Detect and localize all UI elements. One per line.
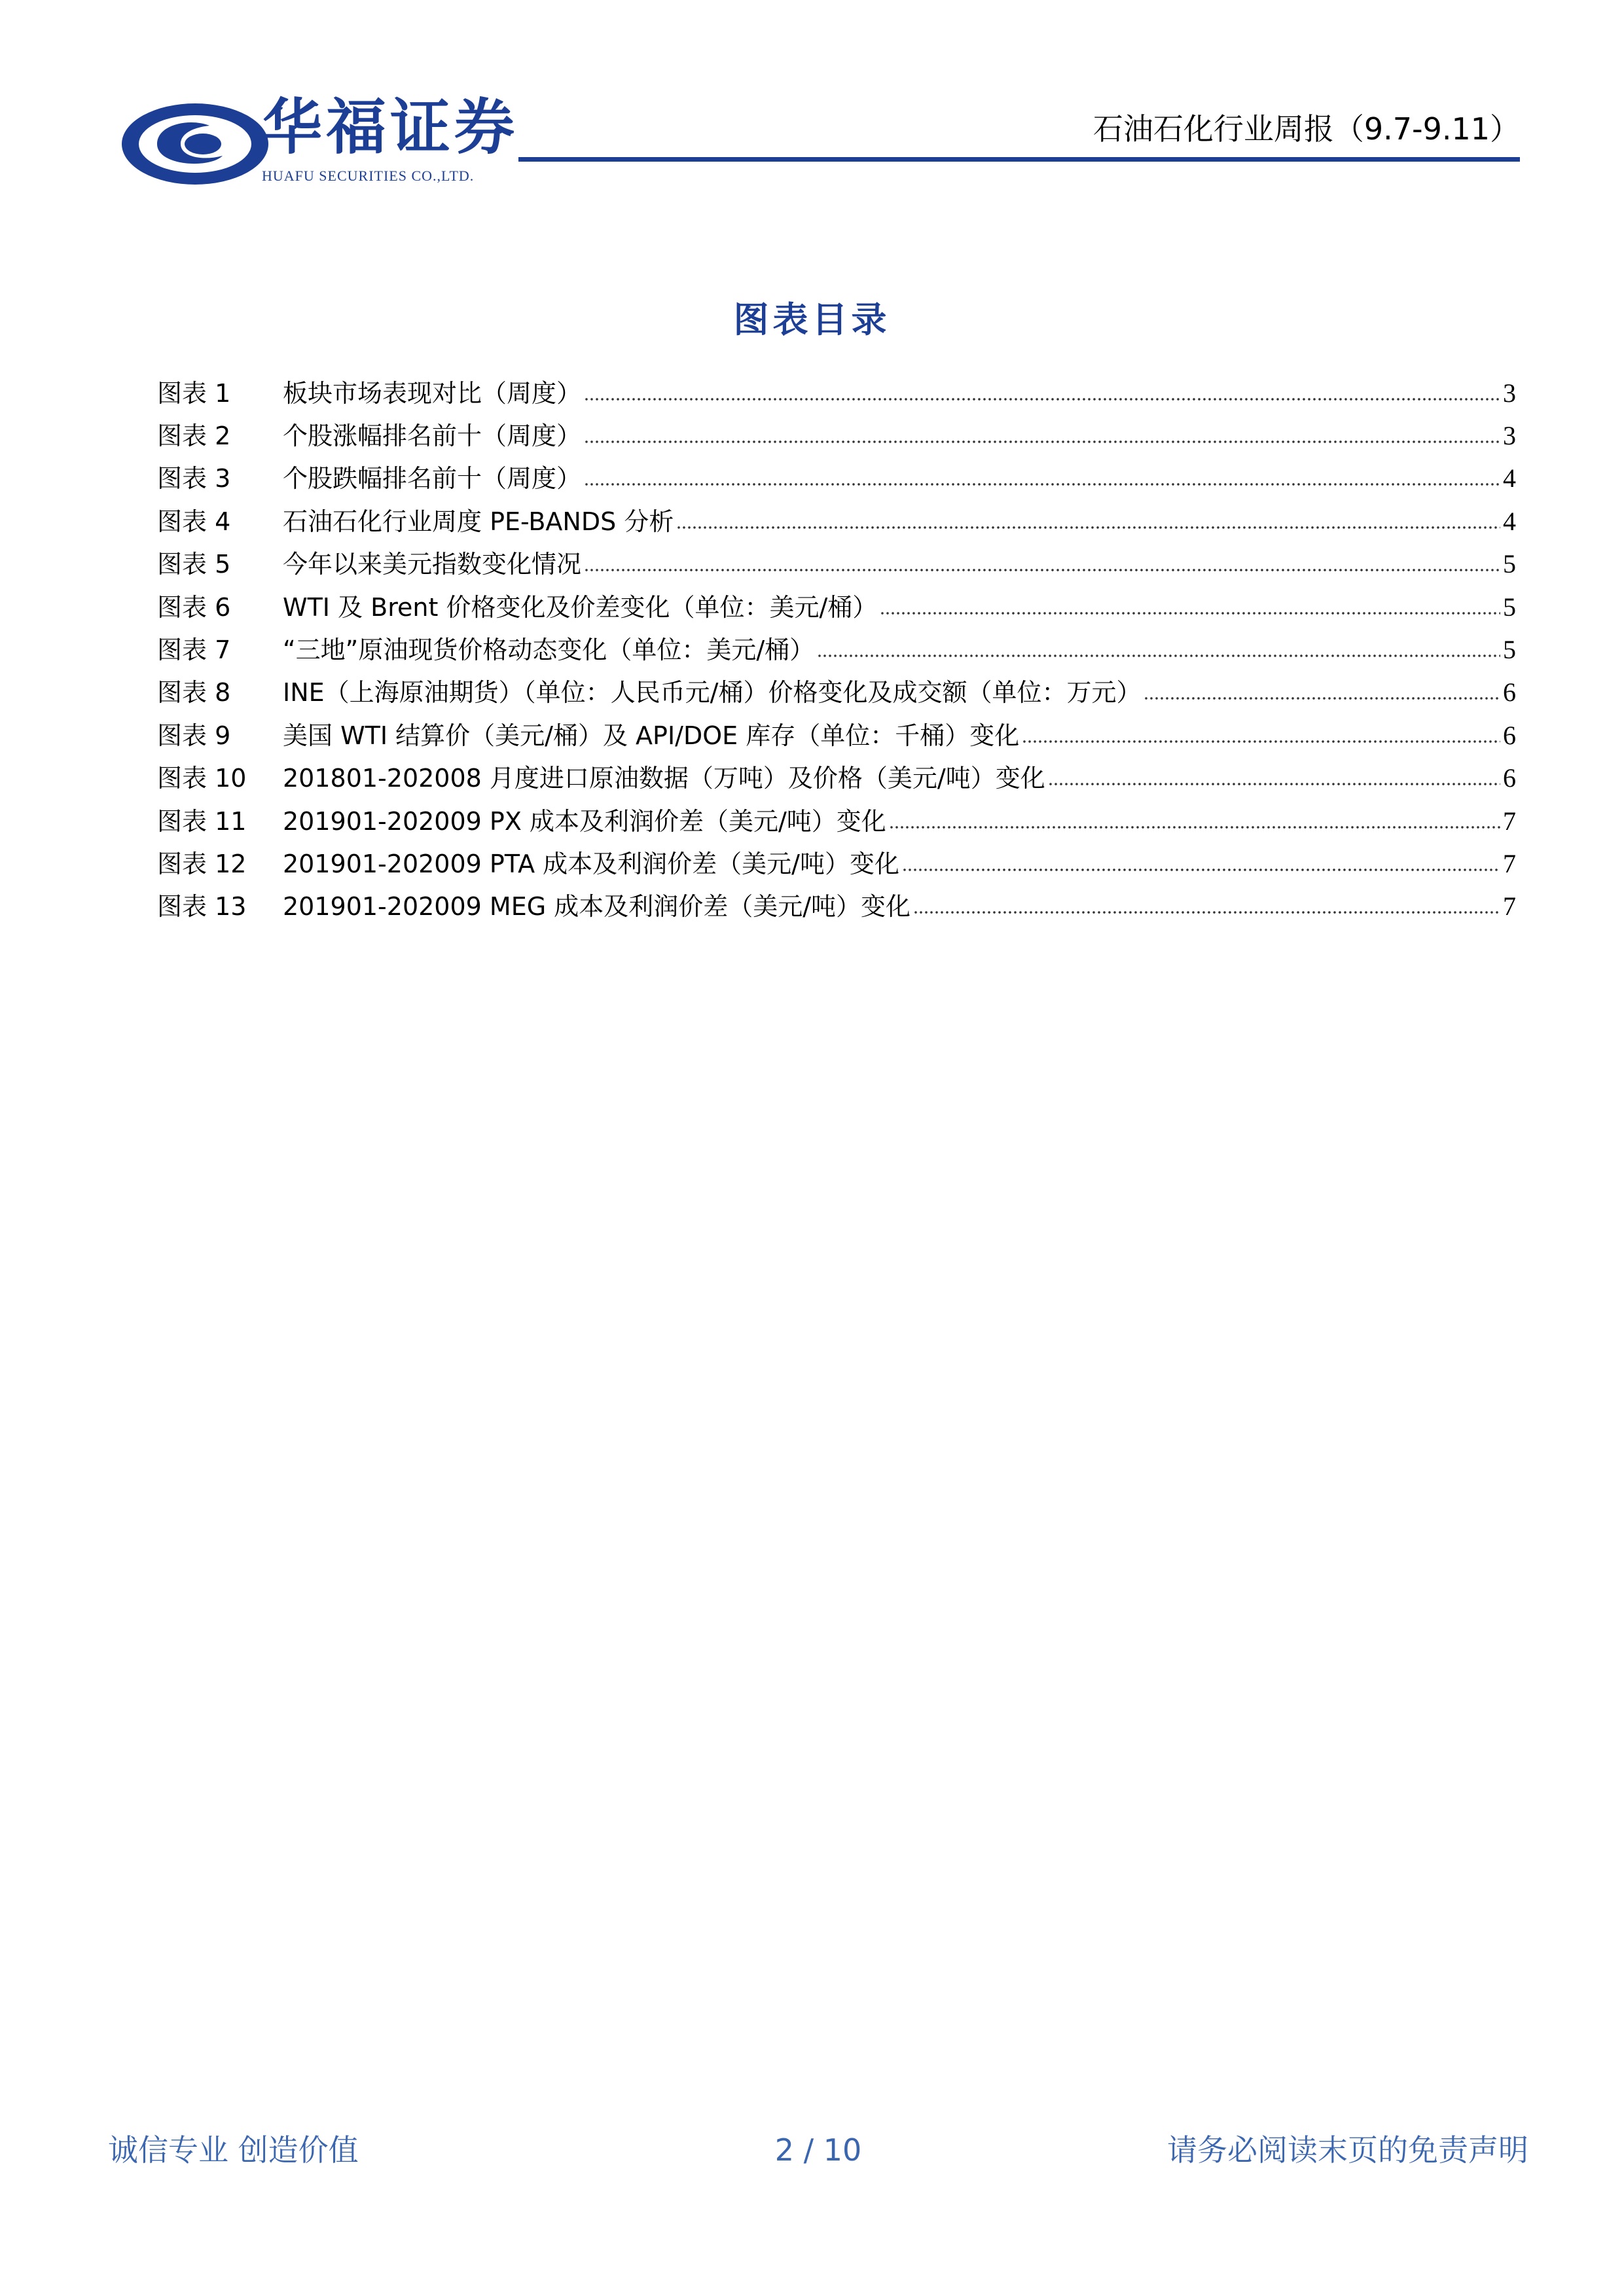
toc-entry[interactable] <box>157 757 1516 800</box>
toc-entry-title: “三地”原油现货价格动态变化（单位：美元/桶） <box>283 636 815 665</box>
toc-entry-label: 图表 9 <box>157 721 231 750</box>
toc-leader-dots <box>584 397 1500 402</box>
toc-entry[interactable] <box>157 500 1516 543</box>
toc-entry-page: 5 <box>1503 549 1516 579</box>
toc-entry-title: 201801-202008 月度进口原油数据（万吨）及价格（美元/吨）变化 <box>283 764 1045 793</box>
toc-entry-label: 图表 12 <box>157 849 247 878</box>
footer-disclaimer-note: 请务必阅读末页的免责声明 <box>1167 2132 1528 2168</box>
toc-entry[interactable] <box>157 714 1516 757</box>
toc-entry-page: 4 <box>1503 506 1516 536</box>
page-header <box>118 92 1520 196</box>
toc-entry-label: 图表 1 <box>157 378 231 408</box>
toc-entry-page: 5 <box>1503 635 1516 665</box>
toc-entry-title: 201901-202009 PX 成本及利润价差（美元/吨）变化 <box>283 806 886 836</box>
toc-entry-page: 7 <box>1503 806 1516 836</box>
toc-leader-dots <box>676 525 1500 530</box>
toc-leader-dots <box>889 825 1500 830</box>
toc-entry-label: 图表 5 <box>157 550 231 579</box>
header-rule <box>518 157 1520 162</box>
toc-entry[interactable] <box>157 414 1516 457</box>
report-title: 石油石化行业周报（9.7-9.11） <box>1092 111 1520 147</box>
toc-entry-title: 201901-202009 MEG 成本及利润价差（美元/吨）变化 <box>283 892 911 922</box>
toc-entry-label: 图表 2 <box>157 422 231 451</box>
toc-entry[interactable] <box>157 372 1516 414</box>
company-logo-text: 华福证券 <box>262 92 519 162</box>
toc-entry-title: 201901-202009 PTA 成本及利润价差（美元/吨）变化 <box>283 849 899 878</box>
toc-entry-label: 图表 8 <box>157 678 231 708</box>
toc-entry-title: 个股跌幅排名前十（周度） <box>283 464 582 493</box>
toc-leader-dots <box>817 653 1500 658</box>
toc-entry-title: 今年以来美元指数变化情况 <box>283 550 582 579</box>
toc-leader-dots <box>913 910 1500 915</box>
toc-heading: 图表目录 <box>733 299 891 340</box>
page-footer <box>108 2132 1528 2174</box>
toc-entry[interactable] <box>157 886 1516 928</box>
toc-entry-label: 图表 11 <box>157 806 247 836</box>
toc-leader-dots <box>584 567 1500 573</box>
toc-entry-title: 美国 WTI 结算价（美元/桶）及 API/DOE 库存（单位：千桶）变化 <box>283 721 1020 750</box>
toc-entry[interactable] <box>157 800 1516 842</box>
company-logo-english: HUAFU SECURITIES CO.,LTD. <box>262 168 475 184</box>
page-number: 2 / 10 <box>774 2132 862 2168</box>
toc-entry[interactable] <box>157 628 1516 671</box>
toc-entry-title: 石油石化行业周度 PE-BANDS 分析 <box>283 507 674 536</box>
toc-entry-page: 3 <box>1503 421 1516 451</box>
toc-entry[interactable] <box>157 586 1516 628</box>
toc-entry-page: 5 <box>1503 592 1516 622</box>
toc-entry[interactable] <box>157 457 1516 500</box>
toc-entry-label: 图表 4 <box>157 507 231 536</box>
toc-entry-page: 4 <box>1503 463 1516 493</box>
toc-entry-label: 图表 7 <box>157 636 231 665</box>
toc-entry-label: 图表 6 <box>157 592 231 622</box>
toc-entry-page: 6 <box>1503 677 1516 708</box>
huafu-logo-icon <box>118 98 275 190</box>
toc-leader-dots <box>1144 696 1500 701</box>
toc-entry-page: 6 <box>1503 720 1516 750</box>
toc-leader-dots <box>584 482 1500 487</box>
footer-slogan: 诚信专业 创造价值 <box>108 2132 359 2168</box>
toc-entry[interactable] <box>157 842 1516 885</box>
toc-entry-title: 板块市场表现对比（周度） <box>283 378 582 408</box>
table-of-figures <box>157 372 1516 928</box>
toc-entry-page: 7 <box>1503 891 1516 922</box>
toc-entry-page: 7 <box>1503 848 1516 878</box>
toc-entry[interactable] <box>157 672 1516 714</box>
toc-leader-dots <box>1022 739 1500 744</box>
toc-entry-title: 个股涨幅排名前十（周度） <box>283 422 582 451</box>
toc-entry-page: 3 <box>1503 378 1516 408</box>
toc-leader-dots <box>880 611 1500 616</box>
toc-entry-page: 6 <box>1503 763 1516 793</box>
toc-entry-title: INE（上海原油期货）（单位：人民币元/桶）价格变化及成交额（单位：万元） <box>283 678 1142 708</box>
toc-leader-dots <box>902 867 1500 872</box>
toc-entry-label: 图表 13 <box>157 892 247 922</box>
toc-entry[interactable] <box>157 543 1516 586</box>
toc-entry-label: 图表 3 <box>157 464 231 493</box>
toc-entry-label: 图表 10 <box>157 764 247 793</box>
toc-leader-dots <box>1048 781 1500 787</box>
toc-leader-dots <box>584 439 1500 444</box>
toc-entry-title: WTI 及 Brent 价格变化及价差变化（单位：美元/桶） <box>283 592 878 622</box>
